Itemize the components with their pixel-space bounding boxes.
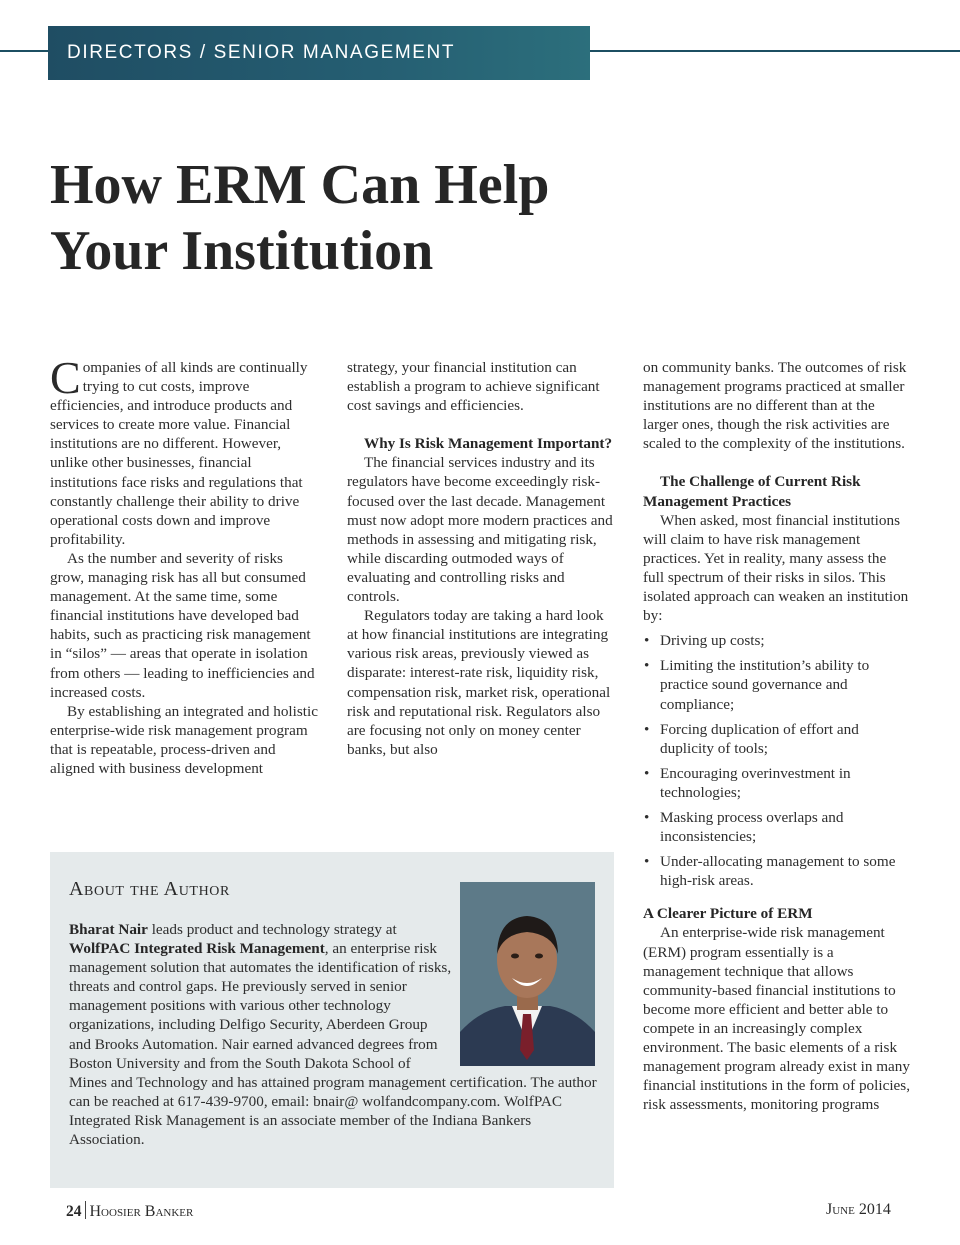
paragraph: By establishing an integrated and holistic enterprise-wide risk management program that is repeatable, process-driven and aligned with business development bbox=[50, 702, 318, 777]
issue-date: June 2014 bbox=[826, 1201, 891, 1218]
article-title: How ERM Can Help Your Institution bbox=[50, 154, 550, 282]
paragraph: The financial services industry and its regulators have become exceedingly risk-focused over the last decade. Management must now adopt more modern practices and methods in assessing and mitigating risk, while discarding outmoded ways of evaluating and controlling risks and controls. bbox=[347, 454, 613, 606]
subheading: Why Is Risk Management Important? bbox=[364, 435, 613, 453]
bullet-icon: • bbox=[644, 720, 650, 738]
list-item: • Limiting the institution’s ability to practice sound governance and compliance; bbox=[644, 657, 870, 713]
drop-cap: C bbox=[50, 352, 81, 403]
about-the-author-box bbox=[50, 852, 614, 1188]
list-item: • Driving up costs; bbox=[644, 632, 765, 650]
header-rule-right bbox=[588, 50, 960, 52]
subheading: The Challenge of Current Risk Management Practices bbox=[643, 473, 861, 510]
footer-divider bbox=[85, 1201, 86, 1219]
bullet-icon: • bbox=[644, 808, 650, 826]
bullet-icon: • bbox=[644, 657, 650, 675]
article-column-1 bbox=[50, 352, 320, 778]
section-label-bar bbox=[48, 26, 590, 80]
page-footer-left bbox=[66, 1201, 193, 1221]
bullet-icon: • bbox=[644, 764, 650, 782]
bullet-list bbox=[643, 631, 911, 890]
author-bio: Bharat Nair leads product and technology strategy at WolfPAC Integrated Risk Management, an enterprise risk management solution that automates the identification of risks, threats and control gaps. He previously served in senior management positions with various other technology organizations, including Delfigo Security, Aberdeen Group and Brooks Automation. Nair earned advanced degrees from Boston University and from the South Dakota School of Mines and Technology and has attained program management certification. The author can be reached at 617-439-9700, email: bnair@ wolfandcompany.com. WolfPAC Integrated Risk Management is an associate member of the Indiana Bankers Association. bbox=[69, 921, 597, 1149]
author-name: Bharat Nair bbox=[69, 921, 148, 938]
publication-name: Hoosier Banker bbox=[89, 1203, 194, 1220]
list-item: • Encouraging overinvestment in technologies; bbox=[644, 764, 851, 801]
header-rule-left bbox=[0, 50, 50, 52]
paragraph: Regulators today are taking a hard look at how financial institutions are integrating various risk areas, previously viewed as disparate: interest-rate risk, liquidity risk, compensation risk, market risk, operational risk and reputational risk. Regulators also are focusing not only on money center banks, but also bbox=[347, 607, 611, 758]
section-label: DIRECTORS / SENIOR MANAGEMENT bbox=[67, 42, 456, 63]
subheading: A Clearer Picture of ERM bbox=[643, 905, 813, 923]
page-number: 24 bbox=[66, 1203, 82, 1220]
paragraph-intro bbox=[50, 352, 320, 549]
bullet-icon: • bbox=[644, 632, 650, 650]
paragraph-intro-text: ompanies of all kinds are continually trying to cut costs, improve efficiencies, and introduce products and services to create more value. Financial institutions are no different. However, unlike other businesses, financial institutions face risks and regulations that constantly challenge their ability to drive operational costs down and improve profitability. bbox=[50, 359, 308, 548]
list-item: • Under-allocating management to some high-risk areas. bbox=[644, 853, 896, 890]
list-item: • Forcing duplication of effort and duplicity of tools; bbox=[644, 720, 859, 757]
paragraph: on community banks. The outcomes of risk management programs practiced at smaller institutions are no different than at the larger ones, though the risk activities are scaled to the complexity of the institutions. bbox=[643, 359, 907, 453]
list-item: • Masking process overlaps and inconsistencies; bbox=[644, 808, 844, 846]
paragraph: As the number and severity of risks grow, managing risk has all but consumed management. At the same time, some financial institutions have developed bad habits, such as practicing risk management in “silos” — areas that operate in isolation from others — leading to inefficiencies and increased costs. bbox=[50, 549, 315, 701]
paragraph: An enterprise-wide risk management (ERM) program essentially is a management technique that allows community-based financial institutions to become more efficient and better able to compete in an increasingly complex environment. The basic elements of a risk management program already exist in many financial institutions in the form of policies, risk assessments, monitoring programs bbox=[643, 924, 910, 1114]
bullet-icon: • bbox=[644, 853, 650, 871]
author-box-heading: About the Author bbox=[69, 878, 230, 900]
paragraph: strategy, your financial institution can establish a program to achieve significant cost savings and efficiencies. bbox=[347, 359, 600, 415]
paragraph: When asked, most financial institutions will claim to have risk management practices. Yet in reality, many assess the full spectrum of their risks in silos. This isolated approach can weaken an institution by: bbox=[643, 511, 909, 625]
article-column-2 bbox=[347, 358, 617, 759]
article-column-3 bbox=[643, 358, 911, 1114]
author-company: WolfPAC Integrated Risk Management bbox=[69, 940, 325, 958]
